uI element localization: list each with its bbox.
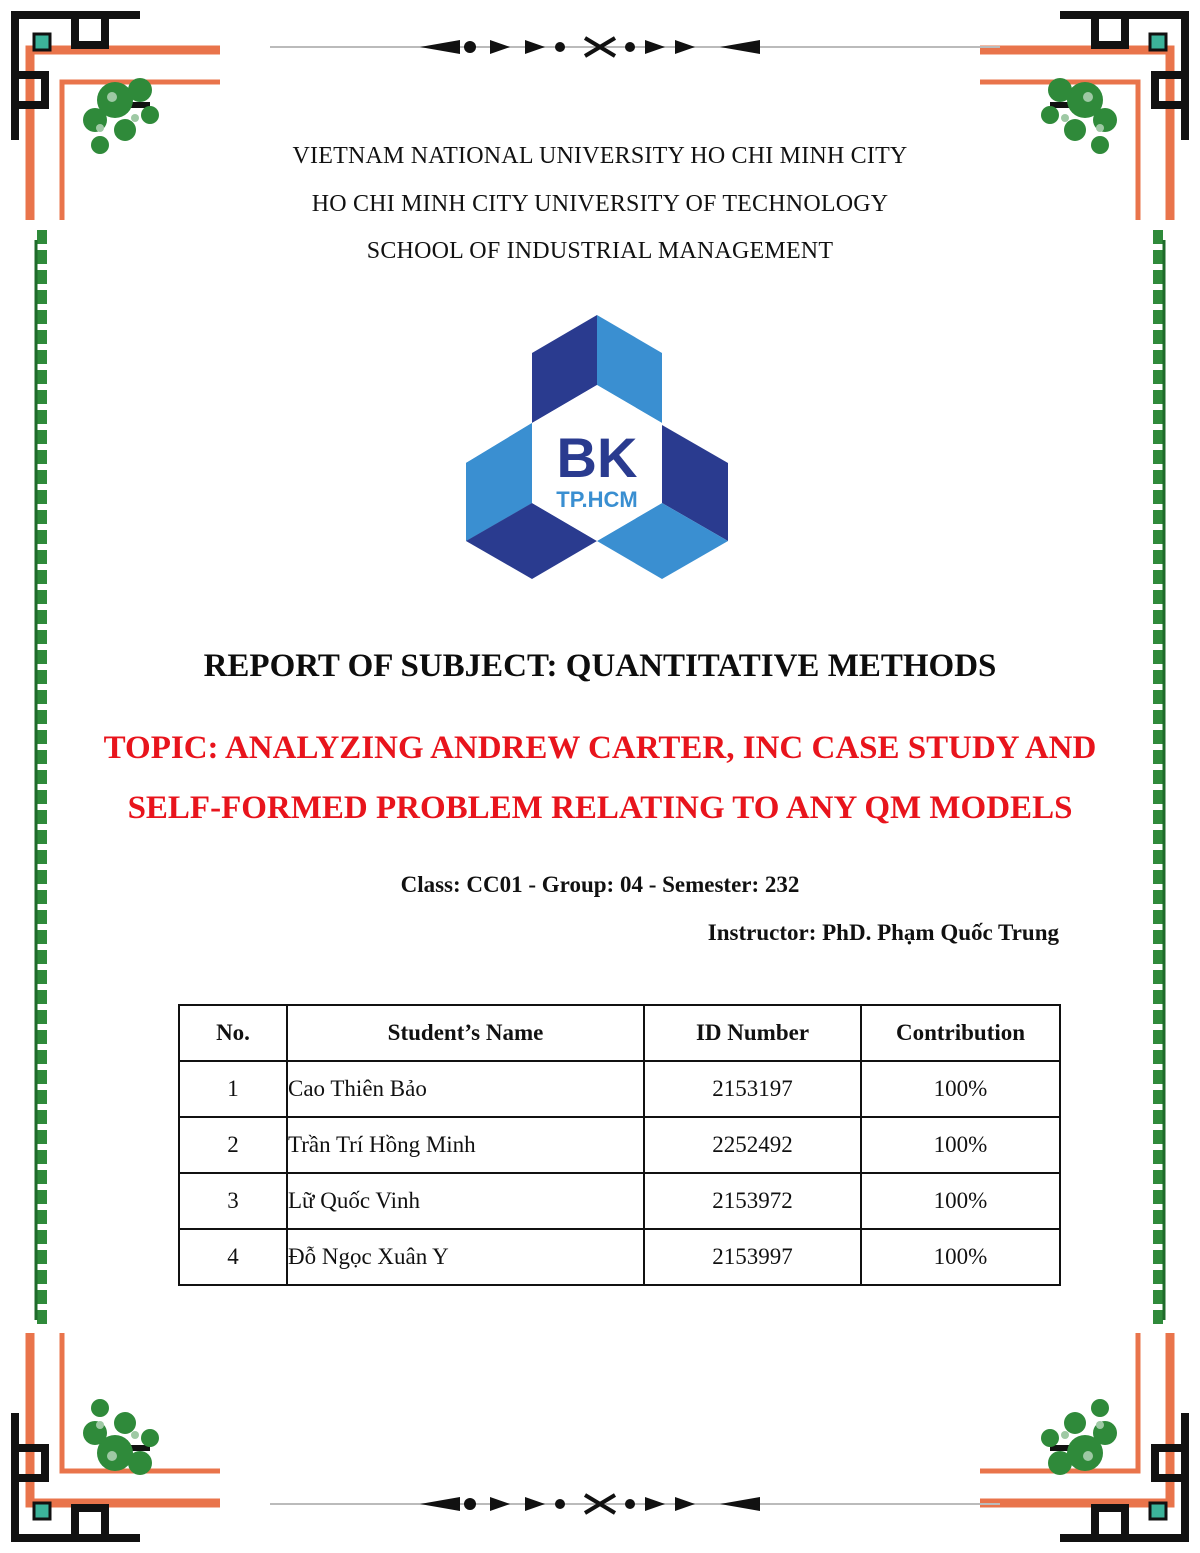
class-info: Class: CC01 - Group: 04 - Semester: 232 <box>400 872 800 897</box>
table-row <box>179 1117 1060 1173</box>
table-row <box>179 1229 1060 1285</box>
header-name: Student’s Name <box>287 1005 644 1061</box>
cell-id: 2153997 <box>644 1229 861 1285</box>
school-name: HO CHI MINH CITY UNIVERSITY OF TECHNOLOGY <box>311 191 889 217</box>
header-id: ID Number <box>644 1005 861 1061</box>
cell-contribution: 100% <box>861 1229 1060 1285</box>
cell-name: Trần Trí Hồng Minh <box>287 1117 644 1173</box>
department-name: SCHOOL OF INDUSTRIAL MANAGEMENT <box>366 238 834 264</box>
cell-contribution: 100% <box>861 1173 1060 1229</box>
cell-contribution: 100% <box>861 1061 1060 1117</box>
cell-id: 2153972 <box>644 1173 861 1229</box>
cell-no: 4 <box>179 1229 287 1285</box>
cell-name: Cao Thiên Bảo <box>287 1061 644 1117</box>
logo-text-sub: TP.HCM <box>556 487 638 512</box>
logo-text-main: BK <box>556 426 638 489</box>
members-table <box>178 1004 1061 1286</box>
topic-line-2: SELF-FORMED PROBLEM RELATING TO ANY QM MODELS <box>127 790 1073 826</box>
cell-id: 2252492 <box>644 1117 861 1173</box>
header-contribution: Contribution <box>861 1005 1060 1061</box>
cell-no: 1 <box>179 1061 287 1117</box>
cell-contribution: 100% <box>861 1117 1060 1173</box>
table-header-row <box>179 1005 1060 1061</box>
instructor: Instructor: PhD. Phạm Quốc Trung <box>707 920 1059 945</box>
table-row <box>179 1173 1060 1229</box>
university-name: VIETNAM NATIONAL UNIVERSITY HO CHI MINH CITY <box>292 143 908 169</box>
table-row <box>179 1061 1060 1117</box>
cell-no: 2 <box>179 1117 287 1173</box>
cell-id: 2153197 <box>644 1061 861 1117</box>
cell-no: 3 <box>179 1173 287 1229</box>
cell-name: Đỗ Ngọc Xuân Y <box>287 1229 644 1285</box>
header-no: No. <box>179 1005 287 1061</box>
topic-line-1: TOPIC: ANALYZING ANDREW CARTER, INC CASE STUDY AND <box>103 730 1097 766</box>
cell-name: Lữ Quốc Vinh <box>287 1173 644 1229</box>
bk-logo <box>464 313 730 581</box>
report-title: REPORT OF SUBJECT: QUANTITATIVE METHODS <box>203 648 997 684</box>
